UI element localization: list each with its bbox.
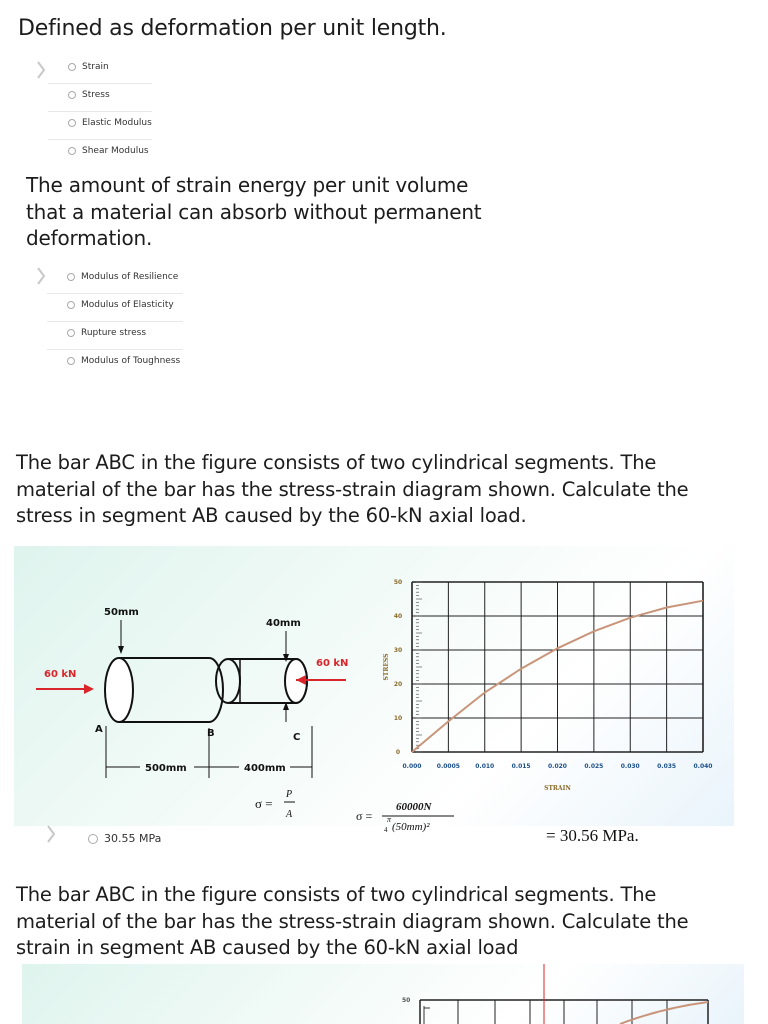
radio-icon[interactable]	[68, 119, 76, 127]
x-tick-label: 0.025	[584, 763, 604, 770]
radio-icon[interactable]	[67, 357, 75, 365]
x-tick-label: 0.000	[402, 763, 422, 770]
radio-icon[interactable]	[67, 273, 75, 281]
radio-icon[interactable]	[68, 91, 76, 99]
option-item[interactable]: Modulus of Resilience	[47, 266, 183, 294]
question-4-text: The bar ABC in the figure consists of two cylindrical segments. The material of the bar has the stress-strain diagram shown. Calculate the strain in segment AB caused by the 60-kN axial load	[16, 883, 689, 959]
x-tick-label: 0.040	[693, 763, 713, 770]
x-tick-label: 0.0005	[436, 763, 460, 770]
bar-figure-2	[22, 964, 744, 1024]
y-tick-label: 0	[395, 749, 401, 756]
len-ab-label: 500mm	[145, 763, 187, 774]
x-tick-label: 0.030	[620, 763, 640, 770]
y-tick-label: 20	[393, 681, 403, 688]
x-axis-label: STRAIN	[544, 785, 571, 792]
sub-four: 4	[384, 826, 388, 834]
formula-p: P	[286, 789, 293, 800]
stress-strain-chart	[14, 546, 734, 826]
option-item[interactable]: Modulus of Toughness	[47, 350, 183, 377]
point-b-label: B	[207, 728, 215, 739]
x-tick-label: 0.015	[511, 763, 531, 770]
radio-icon[interactable]	[67, 329, 75, 337]
option-item[interactable]: Strain	[48, 56, 152, 84]
formula-a: A	[286, 809, 293, 820]
sub-pi: π	[387, 815, 392, 824]
radio-icon[interactable]	[68, 63, 76, 71]
result-text: = 30.56 MPa.	[546, 826, 639, 845]
question-2-options	[47, 266, 183, 377]
sub-sigma: σ =	[356, 809, 373, 823]
point-a-label: A	[95, 724, 103, 735]
x-tick-label: 0.035	[657, 763, 677, 770]
question-1-options	[48, 56, 152, 167]
question-2-text: The amount of strain energy per unit volume that a material can absorb without permanent deformation.	[26, 173, 482, 250]
stress-strain-chart-partial	[22, 964, 744, 1024]
dia-ab-label: 50mm	[104, 607, 139, 618]
option-item[interactable]: Rupture stress	[47, 322, 183, 350]
chevron-right-icon[interactable]	[36, 60, 46, 80]
sub-denominator: (50mm)²	[392, 821, 430, 833]
radio-icon[interactable]	[67, 301, 75, 309]
y-axis-label: STRESS	[383, 653, 390, 681]
dia-bc-label: 40mm	[266, 618, 301, 629]
chevron-right-icon[interactable]	[46, 824, 56, 844]
bar-figure	[14, 546, 734, 834]
y-tick-label: 50	[393, 579, 403, 586]
sub-numerator: 60000N	[396, 801, 432, 813]
len-bc-label: 400mm	[244, 763, 286, 774]
y-tick-label: 10	[393, 715, 403, 722]
option-item[interactable]: Stress	[48, 84, 152, 112]
option-item[interactable]: Modulus of Elasticity	[47, 294, 183, 322]
radio-icon[interactable]	[88, 834, 98, 844]
load-left-label: 60 kN	[44, 669, 77, 680]
load-right-label: 60 kN	[316, 658, 349, 669]
y-tick-label: 40	[393, 613, 403, 620]
x-tick-label: 0.010	[475, 763, 495, 770]
point-c-label: C	[293, 732, 301, 743]
formula-sigma: σ =	[255, 796, 273, 811]
y-tick-label: 30	[393, 647, 403, 654]
radio-icon[interactable]	[68, 147, 76, 155]
chevron-right-icon[interactable]	[36, 266, 46, 286]
option-item[interactable]: Elastic Modulus	[48, 112, 152, 140]
x-tick-label: 0.020	[548, 763, 567, 770]
option-item[interactable]: Shear Modulus	[48, 140, 152, 167]
question-3-text: The bar ABC in the figure consists of two cylindrical segments. The material of the bar has the stress-strain diagram shown. Calculate the stress in segment AB caused by the 60-kN axial load.	[16, 451, 689, 527]
question-1-text: Defined as deformation per unit length.	[18, 16, 447, 41]
y-tick-label: 50	[402, 997, 411, 1004]
